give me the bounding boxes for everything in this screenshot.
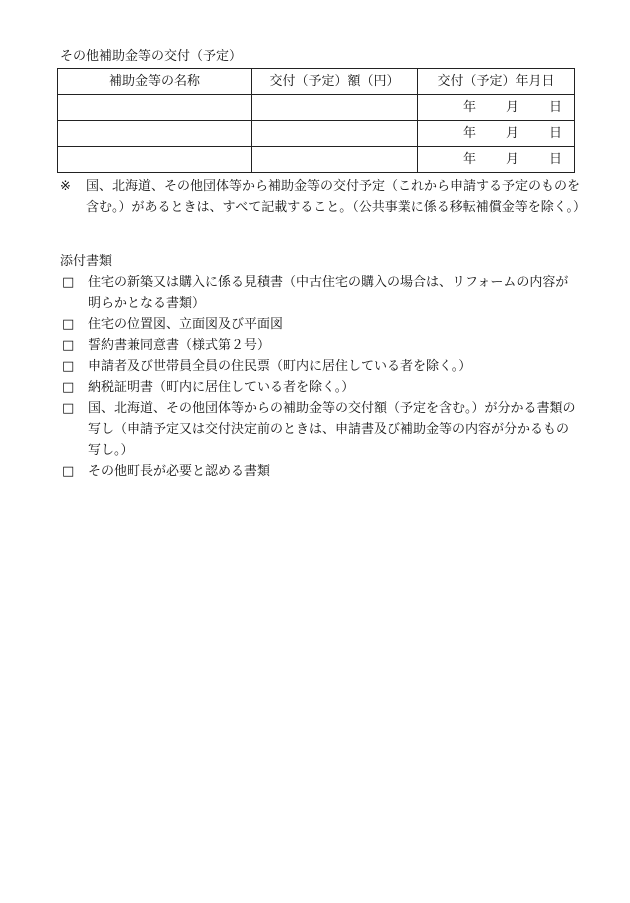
note-block [60,176,586,218]
table-row [58,147,575,173]
header-subsidy-name: 補助金等の名称 [58,69,252,95]
amount-cell[interactable] [252,95,418,121]
list-item [60,461,580,482]
attachment-label: 申請者及び世帯員全員の住民票（町内に居住している者を除く。） [88,359,472,374]
list-item [60,335,580,356]
day-label: 日 [548,99,562,115]
year-label: 年 [462,151,476,167]
checkbox-icon[interactable]: □ [62,317,75,332]
checkbox-icon[interactable]: □ [62,464,75,479]
checkbox-icon[interactable]: □ [62,338,75,353]
attachments-list [60,272,580,482]
month-label: 月 [505,99,519,115]
checkbox-icon[interactable]: □ [62,401,75,416]
month-label: 月 [505,151,519,167]
amount-cell[interactable] [252,147,418,173]
list-item [60,377,580,398]
attachments-title: 添付書類 [60,254,113,269]
list-item [60,272,580,314]
attachment-label: 納税証明書（町内に居住している者を除く。） [88,380,355,395]
subsidy-table [57,68,575,173]
year-label: 年 [462,125,476,141]
note-text: 国、北海道、その他団体等から補助金等の交付予定（これから申請する予定のものを含む。）があるときは、すべて記載すること。（公共事業に係る移転補償金等を除く。） [86,179,586,215]
section-title: その他補助金等の交付（予定） [60,49,243,64]
checkbox-icon[interactable]: □ [62,380,75,395]
date-cell[interactable] [418,95,575,121]
list-item [60,356,580,377]
checkbox-icon[interactable]: □ [62,275,75,290]
attachment-label: その他町長が必要と認める書類 [88,464,271,479]
table-header-row [58,69,575,95]
list-item [60,398,580,461]
table-row [58,121,575,147]
date-cell[interactable] [418,121,575,147]
attachment-label: 住宅の位置図、立面図及び平面図 [88,317,284,332]
month-label: 月 [505,125,519,141]
attachment-label: 住宅の新築又は購入に係る見積書（中古住宅の購入の場合は、リフォームの内容が明らかとなる書類） [88,275,569,311]
amount-cell[interactable] [252,121,418,147]
list-item [60,314,580,335]
attachment-label: 国、北海道、その他団体等からの補助金等の交付額（予定を含む。）が分かる書類の写し（申請予定又は交付決定前のときは、申請書及び補助金等の内容が分かるもの写し。） [88,401,576,458]
date-cell[interactable] [418,147,575,173]
header-date: 交付（予定）年月日 [418,69,575,95]
header-amount: 交付（予定）額（円） [252,69,418,95]
checkbox-icon[interactable]: □ [62,359,75,374]
attachment-label: 誓約書兼同意書（様式第２号） [88,338,271,353]
subsidy-name-cell[interactable] [58,147,252,173]
year-label: 年 [462,99,476,115]
day-label: 日 [548,151,562,167]
subsidy-name-cell[interactable] [58,121,252,147]
day-label: 日 [548,125,562,141]
table-row [58,95,575,121]
note-mark: ※ [60,179,71,194]
subsidy-name-cell[interactable] [58,95,252,121]
